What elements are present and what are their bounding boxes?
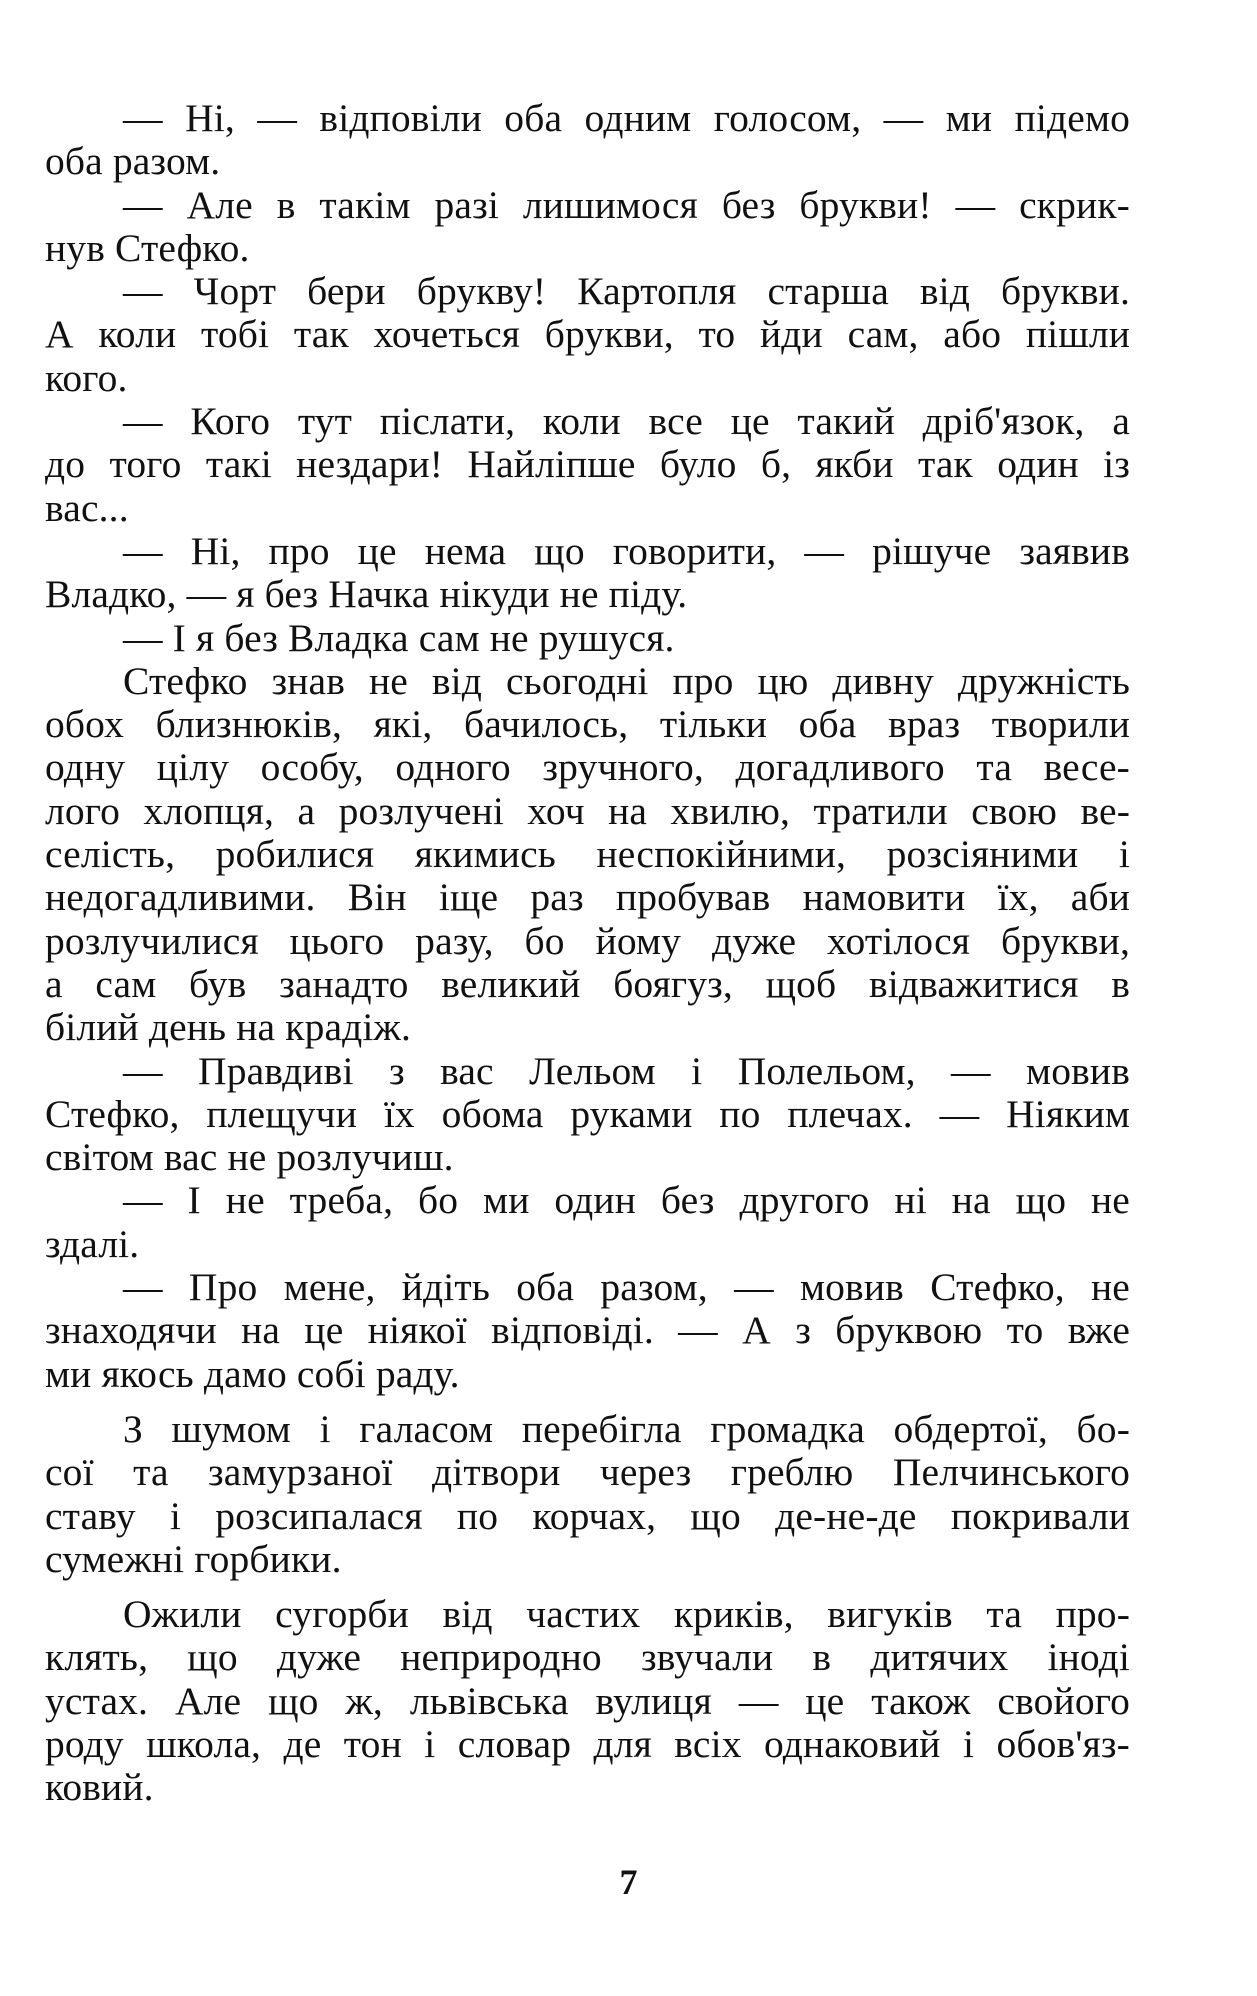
- text-line: світом вас не розлучиш.: [45, 1136, 454, 1180]
- text-line: Стефко, плещучи їх обома руками по плечах. — Ніяким: [45, 1092, 1130, 1136]
- text-line: Владко, — я без Начка нікуди не піду.: [45, 573, 688, 617]
- text-line: ковий.: [45, 1766, 154, 1810]
- text-line: Стефко знав не від сьогодні про цю дивну дружність: [123, 659, 1130, 703]
- body-text: [45, 97, 1130, 1810]
- paragraph-gap: [45, 1396, 1130, 1408]
- text-line: обох близнюків, які, бачилось, тільки оба враз творили: [45, 703, 1130, 747]
- text-line: знаходячи на це ніякої відповіді. — А з бруквою то вже: [45, 1309, 1130, 1353]
- text-line: — Ні, про це нема що говорити, — рішуче заявив: [123, 529, 1130, 573]
- text-line: селість, робилися якимись неспокійними, розсіяними і: [45, 833, 1130, 877]
- text-line: а сам був занадто великий боягуз, щоб відважитися в: [45, 962, 1130, 1006]
- text-line: одну цілу особу, одного зручного, догадливого та весе-: [45, 746, 1130, 790]
- text-line: білий день на крадіж.: [45, 1006, 411, 1050]
- text-line: роду школа, де тон і словар для всіх однаковий і обов'яз-: [45, 1722, 1130, 1766]
- text-line: кого.: [45, 356, 128, 400]
- text-line: З шумом і галасом перебігла громадка обдертої, бо-: [123, 1407, 1130, 1451]
- text-line: — І я без Владка сам не рушуся.: [123, 616, 675, 660]
- text-line: ми якось дамо собі раду.: [45, 1352, 460, 1396]
- page-number: 7: [619, 1862, 638, 1902]
- text-line: вас...: [45, 486, 129, 530]
- text-line: оба разом.: [45, 140, 221, 184]
- text-line: — І не треба, бо ми один без другого ні на що не: [123, 1179, 1130, 1223]
- text-line: ставу і розсипалася по корчах, що де-не-де покривали: [45, 1494, 1130, 1538]
- text-line: до того такі нездари! Найліпше було б, якби так один із: [45, 443, 1130, 487]
- text-line: Ожили сугорби від частих криків, вигуків та про-: [123, 1593, 1130, 1637]
- text-line: — Кого тут післати, коли все це такий дріб'язок, а: [123, 400, 1130, 444]
- text-line: лого хлопця, а розлучені хоч на хвилю, тратили свою ве-: [45, 789, 1130, 833]
- text-line: сумежні горбики.: [45, 1537, 342, 1581]
- text-line: розлучилися цього разу, бо йому дуже хотілося брукви,: [45, 919, 1130, 963]
- text-line: клять, що дуже неприродно звучали в дитячих іноді: [45, 1636, 1130, 1680]
- text-line: устах. Але що ж, львівська вулиця — це також свойого: [45, 1679, 1130, 1723]
- text-line: А коли тобі так хочеться брукви, то йди сам, або пішли: [45, 313, 1130, 357]
- text-line: — Але в такім разі лишимося без брукви! — скрик-: [123, 183, 1130, 227]
- text-line: здалі.: [45, 1222, 140, 1266]
- paragraph-gap: [45, 1581, 1130, 1593]
- text-line: — Чорт бери брукву! Картопля старша від брукви.: [123, 270, 1130, 314]
- text-line: — Ні, — відповіли оба одним голосом, — ми підемо: [123, 97, 1130, 140]
- text-line: — Про мене, йдіть оба разом, — мовив Стефко, не: [123, 1266, 1130, 1310]
- text-line: — Правдиві з вас Лельом і Полельом, — мовив: [123, 1049, 1130, 1093]
- text-line: недогадливими. Він іще раз пробував намовити їх, аби: [45, 876, 1130, 920]
- text-line: сої та замурзаної дітвори через греблю Пелчинського: [45, 1451, 1130, 1495]
- text-line: нув Стефко.: [45, 226, 250, 270]
